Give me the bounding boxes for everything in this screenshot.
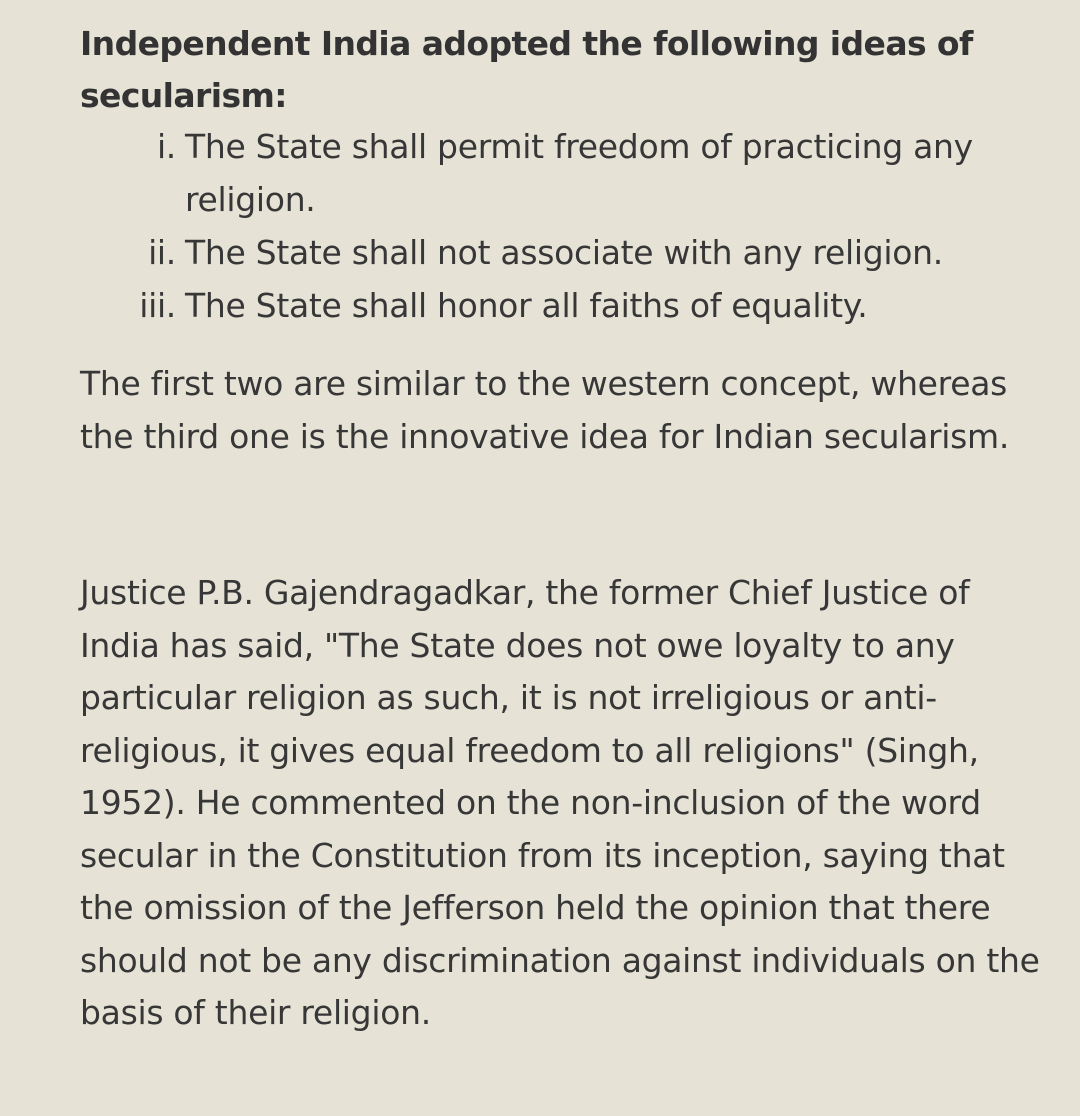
list-item (0, 120, 975, 226)
list-item-number: iii. (139, 286, 176, 325)
secularism-ideas-list (0, 120, 975, 332)
list-item-number: i. (156, 127, 176, 166)
list-item-text: The State shall not associate with any religion. (185, 233, 943, 272)
list-item (0, 226, 975, 279)
comparison-paragraph: The first two are similar to the western concept, whereas the third one is the innovative idea for Indian secularism. (80, 364, 1010, 456)
list-item (0, 279, 975, 332)
section-heading: Independent India adopted the following ideas of secularism: (80, 24, 973, 115)
list-item-number: ii. (148, 233, 176, 272)
list-item-text: The State shall permit freedom of practicing any religion. (185, 127, 973, 219)
list-item-text: The State shall honor all faiths of equality. (185, 286, 868, 325)
quote-paragraph: Justice P.B. Gajendragadkar, the former Chief Justice of India has said, "The State does not owe loyalty to any particular religion as such, it is not irreligious or anti-religious, it gives equal freedom to all religions" (Singh, 1952). He commented on the non-inclusion of the word secular in the Constitution from its inception, saying that the omission of the Jefferson held the opinion that there should not be any discrimination against individuals on the basis of their religion. (80, 573, 1040, 1032)
